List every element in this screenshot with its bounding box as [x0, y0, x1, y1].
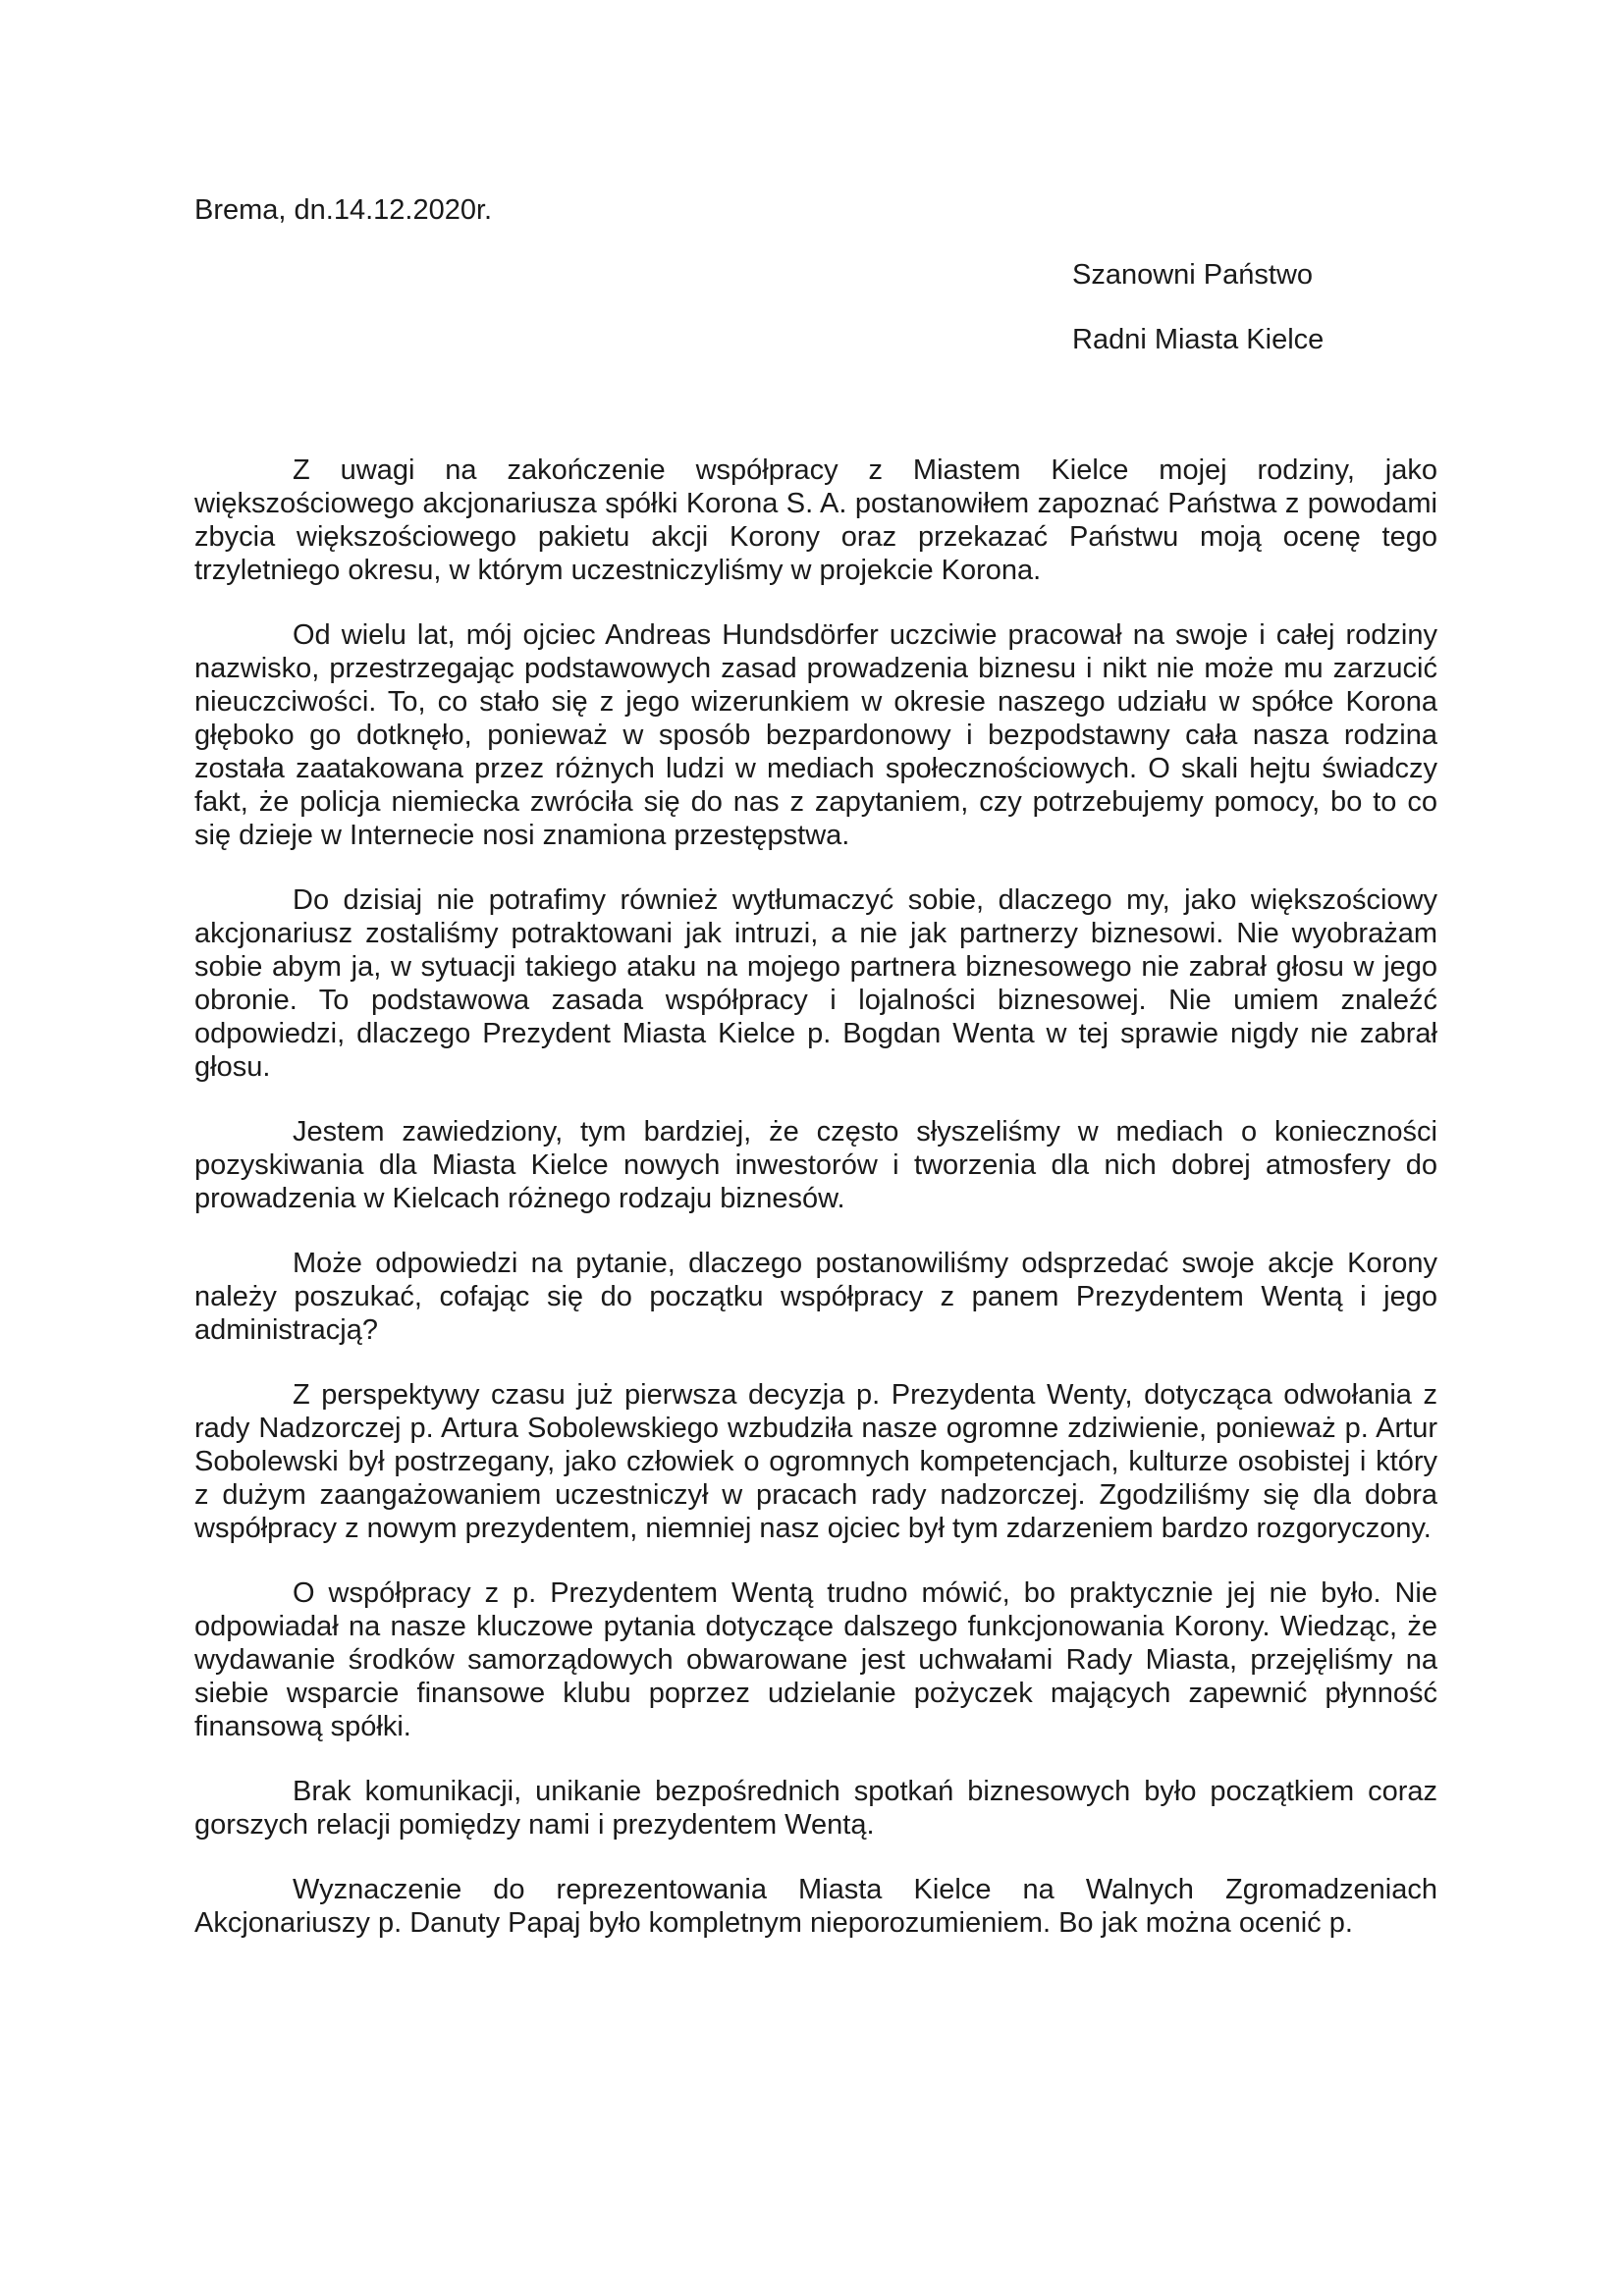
paragraph-7: O współpracy z p. Prezydentem Wentą trudno mówić, bo praktycznie jej nie było. Nie odpowiadał na nasze kluczowe pytania dotyczące dalszego funkcjonowania Korony. Wiedząc, że wydawanie środków samorządowych obwarowane jest uchwałami Rady Miasta, przejęliśmy na siebie wsparcie finansowe klubu poprzez udzielanie pożyczek mających zapewnić płynność finansową spółki. [194, 1577, 1437, 1742]
paragraph-6: Z perspektywy czasu już pierwsza decyzja p. Prezydenta Wenty, dotycząca odwołania z rady Nadzorczej p. Artura Sobolewskiego wzbudziła nasze ogromne zdziwienie, ponieważ p. Artur Sobolewski był postrzegany, jako człowiek o ogromnych kompetencjach, kulturze osobistej i który z dużym zaangażowaniem uczestniczył w pracach rady nadzorczej. Zgodziliśmy się dla dobra współpracy z nowym prezydentem, niemniej nasz ojciec był tym zdarzeniem bardzo rozgoryczony. [194, 1379, 1437, 1544]
paragraph-4: Jestem zawiedziony, tym bardziej, że często słyszeliśmy w mediach o konieczności pozyskiwania dla Miasta Kielce nowych inwestorów i tworzenia dla nich dobrej atmosfery do prowadzenia w Kielcach różnego rodzaju biznesów. [194, 1116, 1437, 1214]
paragraph-2: Od wielu lat, mój ojciec Andreas Hundsdörfer uczciwie pracował na swoje i całej rodziny nazwisko, przestrzegając podstawowych zasad prowadzenia biznesu i nikt nie może mu zarzucić nieuczciwości. To, co stało się z jego wizerunkiem w okresie naszego udziału w spółce Korona głęboko go dotknęło, ponieważ w sposób bezpardonowy i bezpodstawny cała nasza rodzina została zaatakowana przez różnych ludzi w mediach społecznościowych. O skali hejtu świadczy fakt, że policja niemiecka zwróciła się do nas z zapytaniem, czy potrzebujemy pomocy, bo to co się dzieje w Internecie nosi znamiona przestępstwa. [194, 619, 1437, 851]
addressee-block [1072, 257, 1324, 387]
paragraph-1: Z uwagi na zakończenie współpracy z Miastem Kielce mojej rodziny, jako większościowego akcjonariusza spółki Korona S. A. postanowiłem zapoznać Państwa z powodami zbycia większościowego pakietu akcji Korony oraz przekazać Państwu moją ocenę tego trzyletniego okresu, w którym uczestniczyliśmy w projekcie Korona. [194, 454, 1437, 586]
paragraph-8: Brak komunikacji, unikanie bezpośrednich spotkań biznesowych było początkiem coraz gorszych relacji pomiędzy nami i prezydentem Wentą. [194, 1776, 1437, 1841]
addressee-line-1: Szanowni Państwo [1072, 259, 1314, 291]
paragraph-9: Wyznaczenie do reprezentowania Miasta Kielce na Walnych Zgromadzeniach Akcjonariuszy p. Danuty Papaj było kompletnym nieporozumieniem. Bo jak można ocenić p. [194, 1874, 1437, 1939]
letter-body [194, 454, 1437, 1971]
paragraph-3: Do dzisiaj nie potrafimy również wytłumaczyć sobie, dlaczego my, jako większościowy akcjonariusz zostaliśmy potraktowani jak intruzi, a nie jak partnerzy biznesowi. Nie wyobrażam sobie abym ja, w sytuacji takiego ataku na mojego partnera biznesowego nie zabrał głosu w jego obronie. To podstawowa zasada współpracy i lojalności biznesowej. Nie umiem znaleźć odpowiedzi, dlaczego Prezydent Miasta Kielce p. Bogdan Wenta w tej sprawie nigdy nie zabrał głosu. [194, 884, 1437, 1083]
paragraph-5: Może odpowiedzi na pytanie, dlaczego postanowiliśmy odsprzedać swoje akcje Korony należy poszukać, cofając się do początku współpracy z panem Prezydentem Wentą i jego administracją? [194, 1248, 1437, 1346]
date-line: Brema, dn.14.12.2020r. [194, 194, 493, 226]
addressee-line-2: Radni Miasta Kielce [1072, 324, 1325, 355]
